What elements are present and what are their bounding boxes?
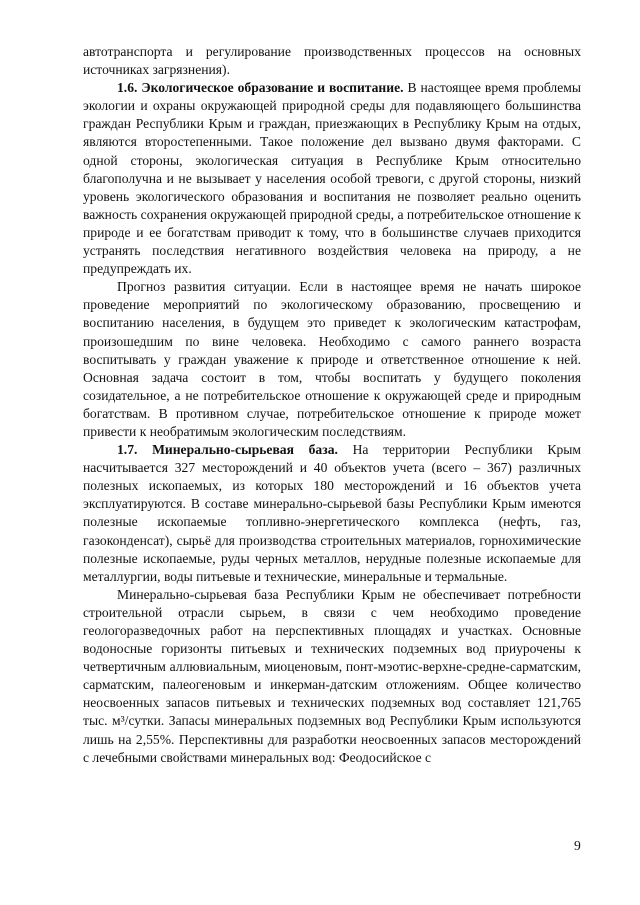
section-heading-1-6: 1.6. Экологическое образование и воспитание. bbox=[117, 80, 404, 96]
body-text bbox=[83, 43, 581, 767]
section-heading-1-7: 1.7. Минерально-сырьевая база. bbox=[117, 442, 338, 458]
paragraph-mineral-base bbox=[83, 441, 581, 586]
paragraph-text: На территории Республики Крым насчитывается 327 месторождений и 40 объектов учета (всего – 367) различных полезных ископаемых, из которых 180 месторождений и 16 объектов учета эксплуатируются. В составе минерально-сырьевой базы Республики Крым имеются полезные ископаемые топливно-энергетического комплекса (нефть, газ, газоконденсат), сырьё для производства строительных материалов, горнохимические полезные ископаемые, руды черных металлов, нерудные полезные ископаемые для металлургии, воды питьевые и технические, минеральные и термальные. bbox=[83, 442, 581, 584]
paragraph-text: Минерально-сырьевая база Республики Крым не обеспечивает потребности строительной отрасли сырьем, в связи с чем необходимо проведение геологоразведочных работ на перспективных площадях и участках. Основные водоносные горизонты питьевых и технических подземных вод приурочены к четвертичным аллювиальным, миоценовым, понт-мэотис-верхне-средне-сарматским, сарматским, палеогеновым и инкерман-датским отложениям. Общее количество неосвоенных запасов питьевых и технических подземных вод составляет 121,765 тыс. м³/сутки. Запасы минеральных подземных вод Республики Крым используются лишь на 2,55%. Перспективны для разработки неосвоенных запасов месторождений с лечебными свойствами минеральных вод: Феодосийское с bbox=[83, 586, 581, 765]
paragraph-text: Прогноз развития ситуации. Если в настоящее время не начать широкое проведение мероприятий по экологическому образованию, просвещению и воспитанию населения, в будущем это приведет к экологическим катастрофам, произошедшим по вине человека. Необходимо с самого раннего возраста воспитывать у граждан уважение к природе и ответственное отношение к ней. Основная задача состоит в том, чтобы воспитать у будущего поколения созидательное, а не потребительское отношение к окружающей среде и природным богатствам. В противном случае, потребительское отношение к природе может привести к необратимым экологическим последствиям. bbox=[83, 279, 581, 439]
paragraph-text: автотранспорта и регулирование производственных процессов на основных источниках загрязнения). bbox=[83, 44, 581, 78]
paragraph-ecological-education bbox=[83, 79, 581, 278]
paragraph-text: В настоящее время проблемы экологии и охраны окружающей природной среды для подавляющего большинства граждан Республики Крым и граждан, приезжающих в Республику Крым на отдых, являются второстепенными. Такое положение дел вызвано двумя факторами. С одной стороны, экологическая ситуация в Республике Крым относительно благополучна и не вызывает у населения особой тревоги, с другой стороны, низкий уровень экологического образования и воспитания не позволяет реально оценить важность сохранения окружающей природной среды, а потребительское отношение к природе и ее богатствам приводит к тому, что в большинстве случаев приходится устранять последствия негативного воздействия человека на природу, а не предупреждать их. bbox=[83, 80, 581, 277]
paragraph-mineral-resources bbox=[83, 586, 581, 767]
page-number: 9 bbox=[574, 838, 581, 853]
paragraph-continuation bbox=[83, 43, 581, 79]
paragraph-forecast bbox=[83, 278, 581, 441]
